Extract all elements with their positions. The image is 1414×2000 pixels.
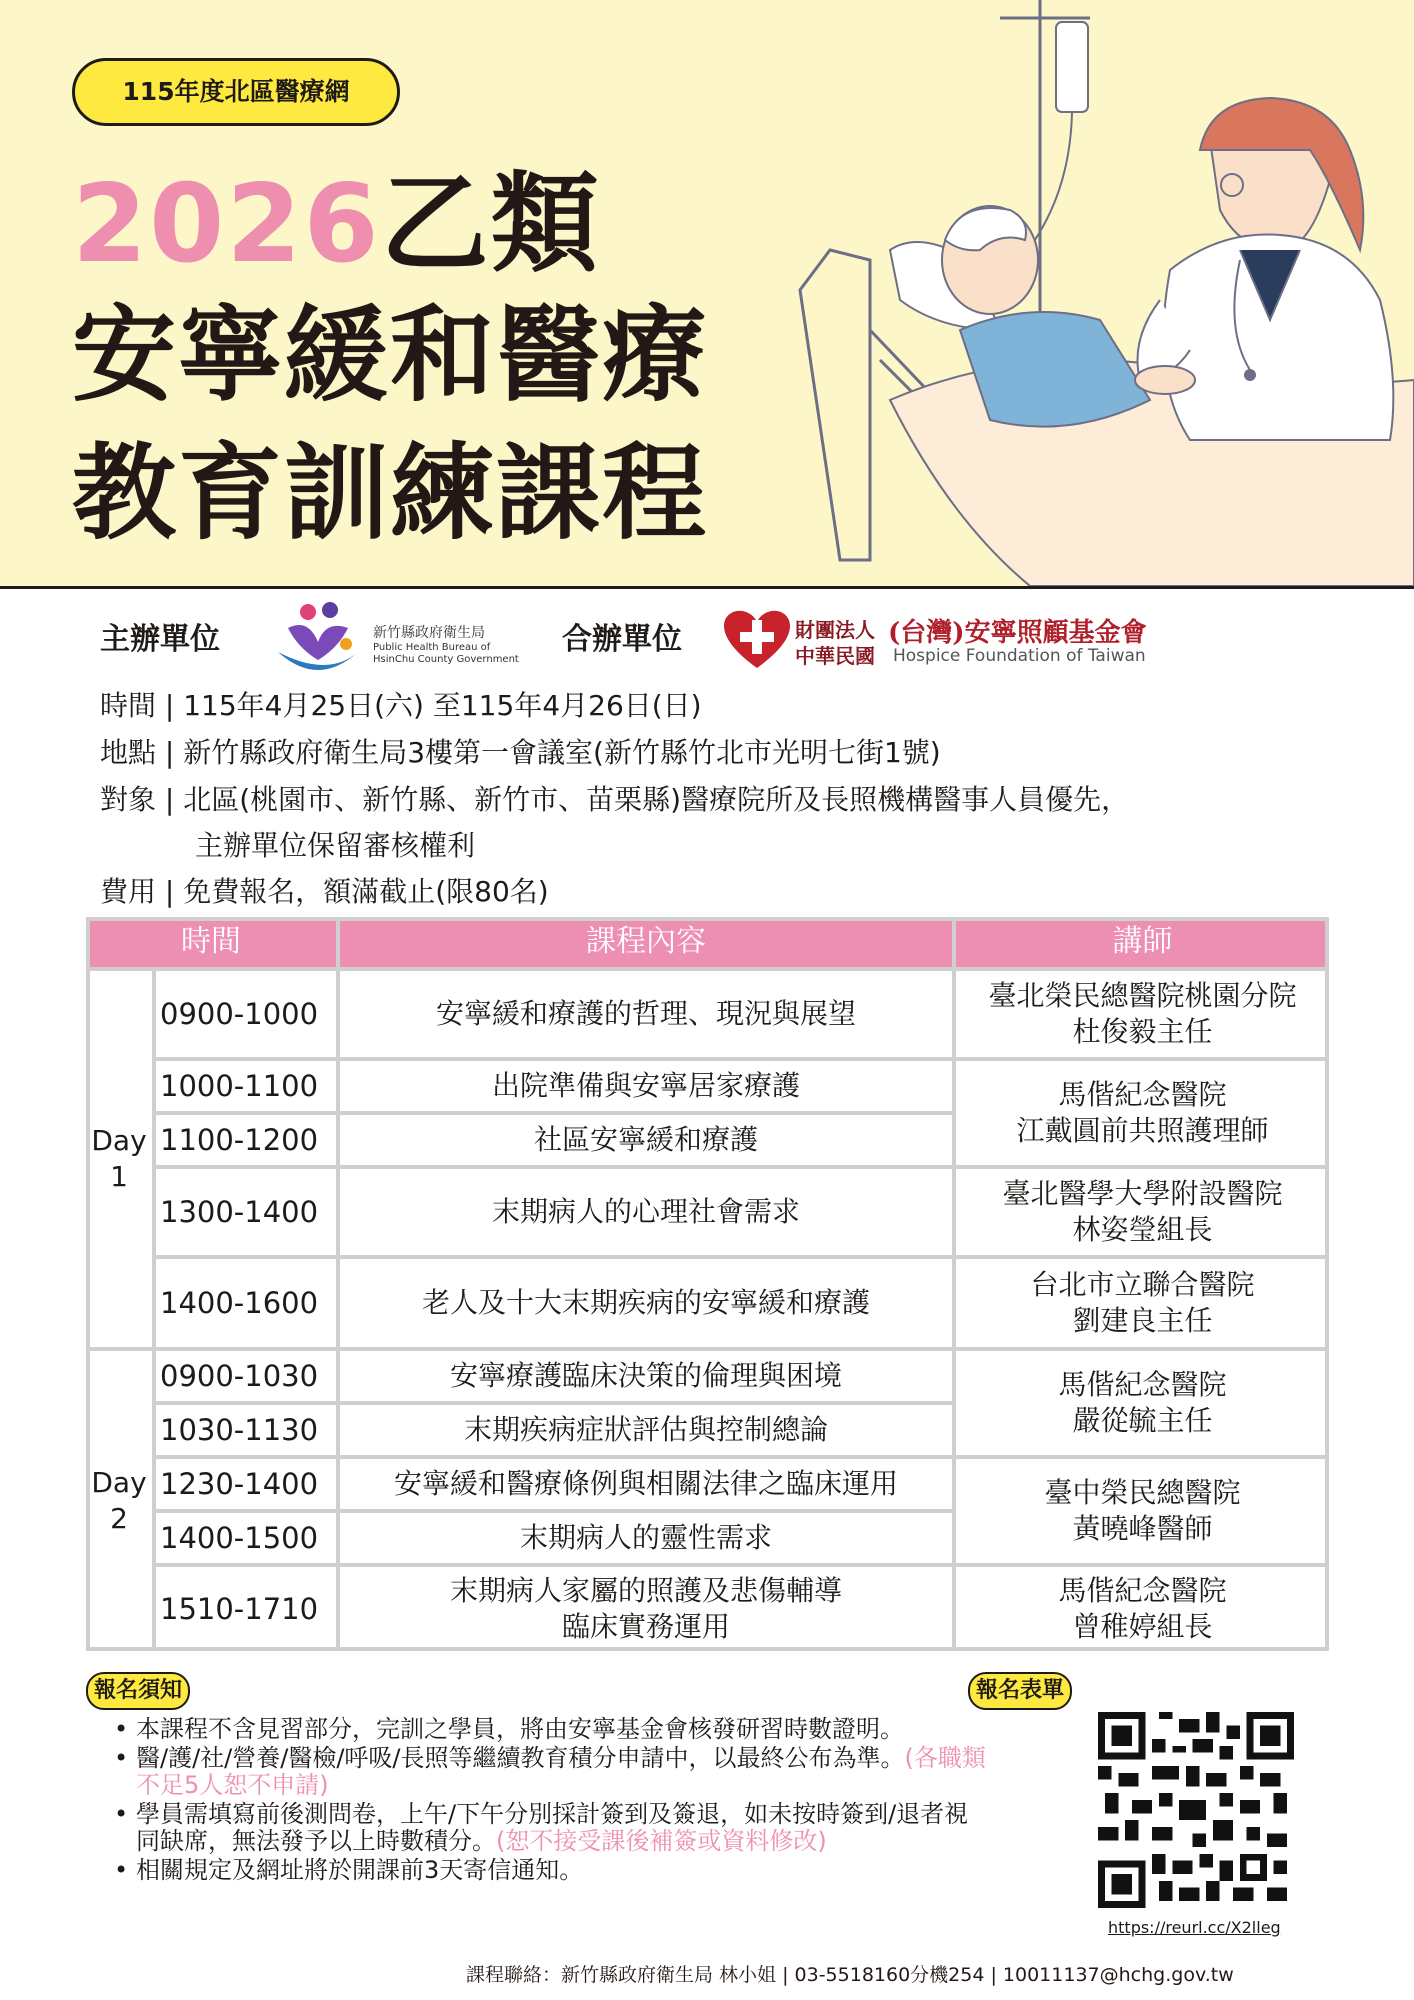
note-item	[108, 1745, 988, 1799]
co-label: 合辦單位	[562, 622, 682, 657]
table-divider	[336, 917, 340, 1651]
poster-header	[0, 0, 1414, 588]
table-divider	[952, 917, 956, 1651]
title-category: 乙類	[380, 162, 601, 287]
table-divider	[156, 1111, 952, 1115]
table-border-right	[1325, 917, 1329, 1651]
table-divider	[156, 1255, 1329, 1259]
note-text: 本課程不含見習部分，完訓之學員，將由安寧基金會核發研習時數證明。	[136, 1715, 904, 1743]
row-course: 末期病人的心理社會需求	[491, 1195, 800, 1228]
co-name-en: Hospice Foundation of Taiwan	[893, 646, 1146, 666]
row-time: 1400-1500	[160, 1521, 319, 1555]
row-course: 安寧療護臨床決策的倫理與困境	[449, 1359, 842, 1392]
row-course: 安寧緩和醫療條例與相關法律之臨床運用	[393, 1467, 898, 1500]
health-bureau-logo	[268, 598, 368, 680]
table-border-top	[86, 917, 1329, 921]
note-text: 相關規定及網址將於開課前3天寄信通知。	[136, 1856, 584, 1884]
note-highlight: (各職類不足5人恕不申請)	[136, 1744, 986, 1799]
row-course: 末期病人的靈性需求	[519, 1521, 772, 1554]
speaker-hospital: 馬偕紀念醫院	[1058, 1078, 1227, 1111]
info-target-cont: 主辦單位保留審核權利	[195, 829, 476, 862]
info-target: 對象 | 北區(桃園市、新竹縣、新竹市、苗栗縣)醫療院所及長照機構醫事人員優先，	[100, 783, 1130, 816]
row-time: 1000-1100	[160, 1069, 319, 1103]
header-time: 時間	[86, 917, 336, 967]
table-divider	[156, 1165, 1329, 1169]
row-course-line-1: 末期病人家屬的照護及悲傷輔導	[449, 1574, 842, 1607]
note-text: 學員需填寫前後測問卷，上午/下午分別採計簽到及簽退，如未按時簽到/退者視同缺席，無法發予以上時數積分。	[136, 1800, 969, 1855]
table-divider	[152, 971, 156, 1651]
header-divider	[0, 586, 1414, 589]
row-time: 1400-1600	[160, 1286, 319, 1320]
speaker-name: 黃曉峰醫師	[1072, 1512, 1213, 1545]
table-divider	[86, 1347, 1329, 1351]
registration-notes-label: 報名須知	[86, 1672, 190, 1710]
hospice-foundation-logo	[722, 608, 792, 670]
registration-qr-code[interactable]	[1098, 1712, 1294, 1908]
title-line-2: 安寧緩和醫療	[72, 294, 709, 416]
speaker-name: 杜俊毅主任	[1072, 1015, 1213, 1048]
network-badge: 115年度北區醫療網	[72, 58, 400, 126]
day-1-number: 1	[110, 1160, 128, 1193]
table-divider	[86, 967, 1329, 971]
table-divider	[156, 1057, 1329, 1061]
speaker-hospital: 臺北榮民總醫院桃園分院	[988, 979, 1297, 1012]
table-divider	[156, 1401, 952, 1405]
row-time: 1030-1130	[160, 1413, 319, 1447]
note-item	[108, 1801, 988, 1855]
row-course: 安寧緩和療護的哲理、現況與展望	[435, 997, 856, 1030]
notes-list	[108, 1716, 988, 1886]
speaker-hospital: 臺北醫學大學附設醫院	[1002, 1177, 1283, 1210]
day-2-word: Day	[91, 1466, 147, 1499]
row-course: 老人及十大末期疾病的安寧緩和療護	[421, 1286, 870, 1319]
speaker-name: 林姿瑩組長	[1072, 1213, 1213, 1246]
host-label: 主辦單位	[100, 622, 220, 657]
row-course: 社區安寧緩和療護	[533, 1123, 758, 1156]
speaker-cell	[956, 1351, 1329, 1455]
row-time: 0900-1000	[160, 997, 319, 1031]
speaker-name: 江戴圓前共照護理師	[1016, 1114, 1269, 1147]
row-course-multiline	[340, 1567, 952, 1651]
day-1-word: Day	[91, 1124, 147, 1157]
speaker-cell	[956, 971, 1329, 1057]
note-text: 醫/護/社/營養/醫檢/呼吸/長照等繼續教育積分申請中，以最終公布為準。	[136, 1744, 905, 1772]
speaker-hospital: 馬偕紀念醫院	[1058, 1368, 1227, 1401]
speaker-cell	[956, 1169, 1329, 1255]
table-divider	[156, 1455, 1329, 1459]
day-1-label	[86, 971, 152, 1347]
table-divider	[156, 1509, 952, 1513]
co-prefix-2: 中華民國	[795, 644, 875, 668]
day-2-number: 2	[110, 1502, 128, 1535]
speaker-name: 曾稚婷組長	[1072, 1610, 1213, 1643]
row-course: 出院準備與安寧居家療護	[491, 1069, 800, 1102]
host-name-en-1: Public Health Bureau of	[373, 642, 491, 653]
title-line-3: 教育訓練課程	[72, 432, 709, 554]
info-fee: 費用 | 免費報名，額滿截止(限80名)	[100, 875, 549, 908]
row-time: 1300-1400	[160, 1195, 319, 1229]
speaker-cell	[956, 1567, 1329, 1651]
host-name-cn: 新竹縣政府衛生局	[373, 625, 485, 641]
co-prefix-1: 財團法人	[795, 618, 875, 642]
speaker-hospital: 臺中榮民總醫院	[1044, 1476, 1241, 1509]
co-name: (台灣)安寧照顧基金會	[888, 618, 1147, 648]
host-name-en-2: HsinChu County Government	[373, 654, 519, 665]
row-course-line-2: 臨床實務運用	[561, 1610, 730, 1643]
day-2-label	[86, 1351, 152, 1651]
header-course: 課程內容	[340, 917, 952, 967]
registration-url[interactable]: https://reurl.cc/X2lleg	[1108, 1918, 1281, 1937]
title-line-1	[72, 162, 601, 287]
doctor-patient-illustration	[770, 0, 1414, 586]
header-speaker: 講師	[956, 917, 1329, 967]
registration-form-label: 報名表單	[968, 1672, 1072, 1710]
speaker-hospital: 台北市立聯合醫院	[1030, 1268, 1255, 1301]
speaker-name: 劉建良主任	[1072, 1304, 1213, 1337]
title-year: 2026	[72, 162, 381, 287]
row-time: 1100-1200	[160, 1123, 319, 1157]
note-highlight: (恕不接受課後補簽或資料修改)	[496, 1827, 827, 1855]
contact-info: 課程聯絡：新竹縣政府衛生局 林小姐 | 03-5518160分機254 | 10011137@hchg.gov.tw	[466, 1964, 1234, 1986]
speaker-cell	[956, 1259, 1329, 1347]
row-time: 1230-1400	[160, 1467, 319, 1501]
speaker-cell	[956, 1061, 1329, 1165]
speaker-cell	[956, 1459, 1329, 1563]
table-divider	[156, 1563, 1329, 1567]
row-course: 末期疾病症狀評估與控制總論	[463, 1413, 828, 1446]
table-border-bottom	[86, 1647, 1329, 1651]
speaker-hospital: 馬偕紀念醫院	[1058, 1574, 1227, 1607]
schedule-table	[86, 917, 1329, 1651]
row-time: 1510-1710	[160, 1592, 319, 1626]
note-item	[108, 1857, 988, 1884]
speaker-name: 嚴從毓主任	[1072, 1404, 1213, 1437]
note-item	[108, 1716, 988, 1743]
table-border-left	[86, 917, 90, 1651]
info-time: 時間 | 115年4月25日(六) 至115年4月26日(日)	[100, 689, 702, 722]
info-place: 地點 | 新竹縣政府衛生局3樓第一會議室(新竹縣竹北市光明七街1號)	[100, 736, 941, 769]
row-time: 0900-1030	[160, 1359, 319, 1393]
